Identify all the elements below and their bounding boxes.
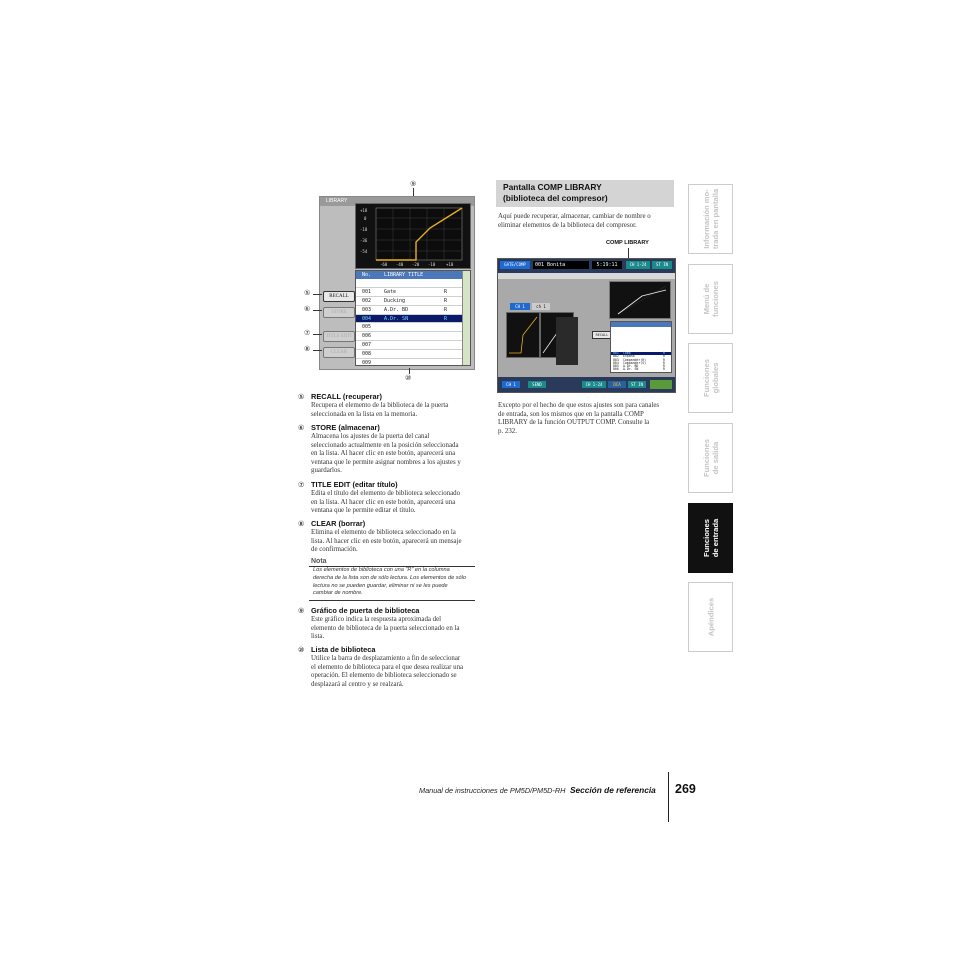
list-item[interactable]: 004 Compander(S) R xyxy=(613,360,665,365)
callout-10: ⑩ xyxy=(405,374,412,382)
list-item[interactable]: 007 xyxy=(356,341,470,350)
item-clear-body: Elimina el elemento de biblioteca seleccionado en la lista. Al hacer clic en este botón, aparecerá un mensaje de confirmación. xyxy=(311,529,462,554)
tab-row xyxy=(498,273,675,279)
tab-funciones-globales[interactable]: Funciones globales xyxy=(688,343,733,413)
item-recall-body: Recupera el elemento de la biblioteca de la puerta seleccionada en la lista en la memoria. xyxy=(311,402,449,418)
gate-library-screenshot xyxy=(319,196,475,370)
bottom-send-button[interactable]: SEND xyxy=(528,381,546,388)
bottom-ch-range-button[interactable]: CH 1-24 xyxy=(582,381,606,388)
x-tick: -40 xyxy=(396,262,404,267)
time-display: 5:19:11 xyxy=(592,261,622,269)
ch-range-display[interactable]: CH 1-24 xyxy=(626,261,650,269)
item-graph-body: Este gráfico indica la respuesta aproximada del elemento de biblioteca de la puerta seleccionado en la lista. xyxy=(311,616,460,641)
comp-library-list[interactable] xyxy=(610,321,672,373)
ch1-label: CH 1 xyxy=(510,303,530,310)
callout-5-line xyxy=(313,294,322,295)
list-item-selected[interactable]: 004 A.Dr. SN R xyxy=(356,315,470,324)
col-header-no: No. xyxy=(362,272,372,278)
scene-display: 001 Bonita xyxy=(533,261,589,269)
comp-description-text: Excepto por el hecho de que estos ajustes son para canales de entrada, son los mismos que en la pantalla COMP LIBRARY de la función OUTPUT COMP. Consulte la p. 232. xyxy=(498,402,660,435)
y-tick: -36 xyxy=(360,238,368,243)
list-item[interactable]: 009 xyxy=(356,359,470,366)
item-store-heading: ⑥ STORE (almacenar) xyxy=(298,423,380,432)
x-tick: +10 xyxy=(446,262,454,267)
callout-9: ⑨ xyxy=(410,180,417,188)
x-tick: -10 xyxy=(428,262,436,267)
list-item[interactable]: 001 Gate R xyxy=(356,288,470,297)
library-gate-graph xyxy=(355,203,471,269)
col-header-title: LIBRARY TITLE xyxy=(384,272,424,278)
callout-5: ⑤ xyxy=(304,289,311,297)
comp-library-graph xyxy=(609,281,671,319)
list-header xyxy=(356,271,470,279)
st-in-display[interactable]: ST IN xyxy=(652,261,672,269)
list-item[interactable]: 006 A.Dr. SN R xyxy=(613,367,665,372)
list-item[interactable]: 005 xyxy=(356,323,470,332)
status-bar xyxy=(498,259,675,273)
tab-apendices[interactable]: Apéndices xyxy=(688,582,733,652)
tab-funciones-salida[interactable]: Funciones de salida xyxy=(688,423,733,493)
section-title-bar xyxy=(496,180,674,207)
item-title-edit-body: Edita el título del elemento de biblioteca seleccionado en la lista. Al hacer clic en este botón, aparecerá una ventana que le permite editar el título. xyxy=(311,490,461,515)
gate-comp-tab[interactable]: GATE/COMP xyxy=(500,261,530,269)
title-edit-button[interactable]: TITLE EDIT xyxy=(323,331,355,342)
callout-8-line xyxy=(313,350,322,351)
footer-section-name: Sección de referencia xyxy=(570,785,656,795)
y-tick: -18 xyxy=(360,227,368,232)
bottom-bar xyxy=(498,377,675,392)
note-label: Nota xyxy=(311,558,327,565)
bottom-ch-button[interactable]: CH 1 xyxy=(502,381,520,388)
graph-y-ticks xyxy=(360,208,368,254)
callout-7: ⑦ xyxy=(304,329,311,337)
bottom-indicator xyxy=(650,380,672,389)
section-title-line1: Pantalla COMP LIBRARY xyxy=(503,182,602,192)
item-title-edit-heading: ⑦ TITLE EDIT (editar título) xyxy=(298,480,398,489)
footer-divider xyxy=(668,772,669,822)
gate-graph-svg xyxy=(356,204,470,268)
tab-menu-funciones[interactable]: Menú de funciones xyxy=(688,264,733,334)
graph-x-ticks xyxy=(380,262,454,267)
x-tick: -60 xyxy=(380,262,388,267)
callout-6-line xyxy=(313,310,322,311)
callout-7-line xyxy=(313,334,322,335)
footer-manual-title: Manual de instrucciones de PM5D/PM5D-RH xyxy=(419,786,566,795)
item-recall-heading: ⑤ RECALL (recuperar) xyxy=(298,392,382,401)
screen-title: LIBRARY xyxy=(326,198,348,204)
comp-recall-button[interactable]: RECALL xyxy=(592,331,612,339)
item-list-body: Utilice la barra de desplazamiento a fin de seleccionar el elemento de biblioteca para el que desea realizar una operación. El elemento de biblioteca seleccionado se desplazará al centro y se realzará. xyxy=(311,655,464,688)
gate-mini-graph xyxy=(506,312,540,358)
list-item[interactable]: 005 A.Dr. BD R xyxy=(613,364,665,369)
comp-library-screenshot xyxy=(497,258,676,393)
item-store-body: Almacena los ajustes de la puerta del canal seleccionado actualmente en la posición seleccionada en la lista. Al hacer clic en este botón, aparecerá una ventana que le permite asignar nombres a los ajustes y guardarlos. xyxy=(311,433,461,475)
note-bottom-rule xyxy=(309,600,475,601)
bottom-dca-button[interactable]: DCA xyxy=(608,381,626,388)
list-item[interactable]: 003 A.Dr. BD R xyxy=(356,306,470,315)
item-list-heading: ⑩ Lista de biblioteca xyxy=(298,645,376,654)
page-number: 269 xyxy=(675,782,696,796)
tab-funciones-entrada[interactable]: Funciones de entrada xyxy=(688,503,733,573)
note-body: Los elementos de biblioteca con una "R" en la columna derecha de la lista son de sólo lectura. Los elementos de sólo lectura no se pueden guardar, eliminar ni se les puede cambiar de nombre. xyxy=(313,567,466,597)
recall-button[interactable]: RECALL xyxy=(323,291,355,302)
tab-informacion-pantalla[interactable]: Información mo- trada en pantalla xyxy=(688,184,733,254)
list-item[interactable]: 006 xyxy=(356,332,470,341)
list-item[interactable]: 002 Ducking R xyxy=(356,297,470,306)
x-tick: -20 xyxy=(412,262,420,267)
callout-8: ⑧ xyxy=(304,345,311,353)
store-button[interactable]: STORE xyxy=(323,307,355,318)
list-item[interactable]: 008 xyxy=(356,350,470,359)
library-list[interactable] xyxy=(355,270,471,366)
list-scrollbar[interactable] xyxy=(462,271,470,365)
list-item[interactable]: 002 Expand R xyxy=(613,354,665,359)
list-item[interactable]: 001 Comp R xyxy=(611,352,671,355)
item-graph-heading: ⑨ Gráfico de puerta de biblioteca xyxy=(298,606,420,615)
clear-button[interactable]: CLEAR xyxy=(323,347,355,358)
item-clear-heading: ⑧ CLEAR (borrar) xyxy=(298,519,366,528)
y-tick: +18 xyxy=(360,208,368,213)
comp-library-figure-label: COMP LIBRARY xyxy=(606,240,649,246)
bottom-st-in-button[interactable]: ST IN xyxy=(628,381,646,388)
y-tick: 0 xyxy=(364,216,367,221)
section-title-line2: (biblioteca del compresor) xyxy=(503,193,608,203)
comp-intro-text: Aquí puede recuperar, almacenar, cambiar de nombre o eliminar elementos de la biblioteca del compresor. xyxy=(498,213,651,229)
y-tick: -54 xyxy=(360,249,368,254)
list-item[interactable] xyxy=(356,279,470,288)
ch-name-label: ch 1 xyxy=(532,303,550,310)
meter-block xyxy=(556,317,578,365)
list-item[interactable]: 003 Compander(H) R xyxy=(613,357,665,362)
callout-6: ⑥ xyxy=(304,305,311,313)
